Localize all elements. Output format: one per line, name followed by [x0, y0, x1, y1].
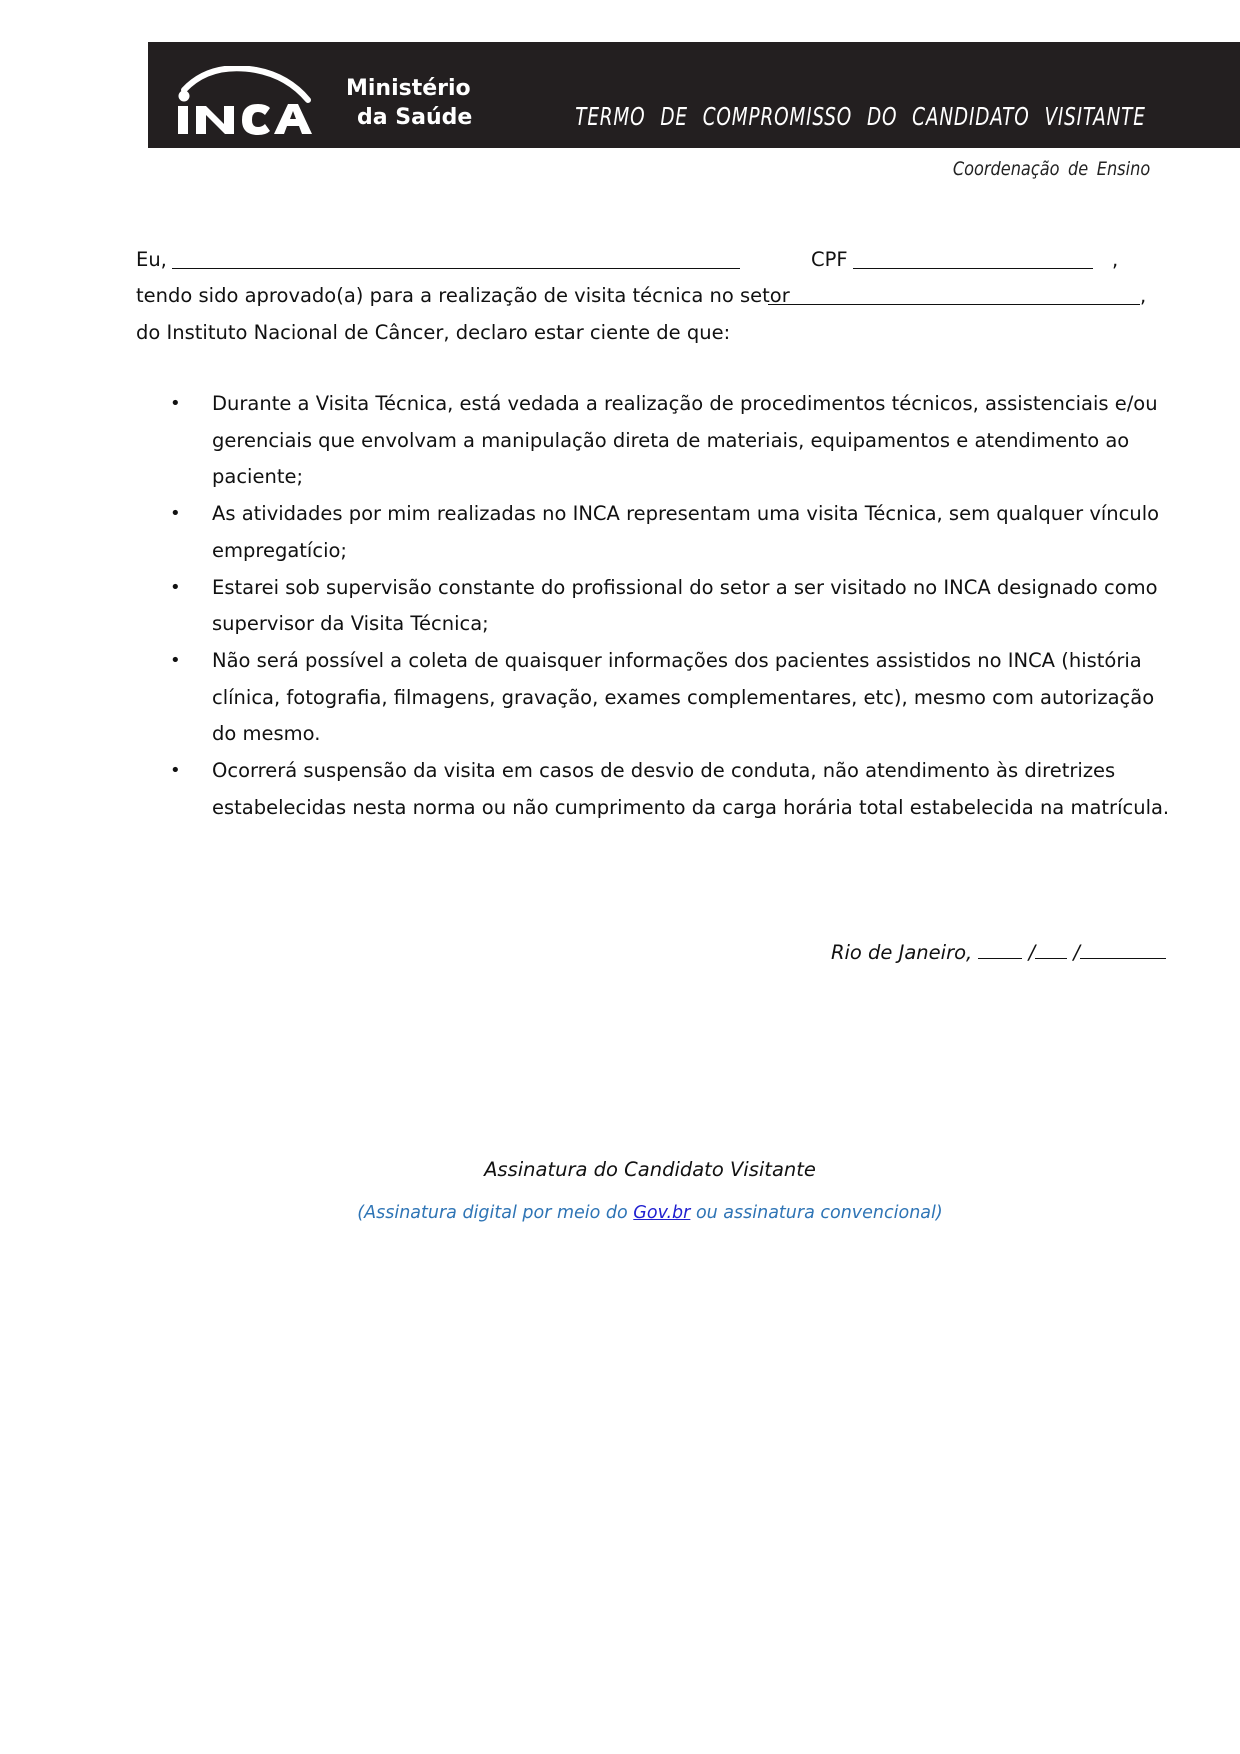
ministerio-line-2: da Saúde [357, 105, 473, 130]
declaration-text: do Instituto Nacional de Câncer, declaro estar ciente de que: [136, 321, 731, 344]
rule-text: As atividades por mim realizadas no INCA representam uma visita Técnica, sem qualquer vínculo empregatício; [212, 502, 1160, 562]
inca-logo [170, 66, 320, 136]
list-item [136, 496, 1176, 569]
city-label: Rio de Janeiro, [830, 941, 973, 964]
eu-label: Eu, [136, 248, 167, 271]
rules-list [136, 386, 1176, 826]
cpf-label: CPF [811, 248, 848, 271]
ministerio-da-saude-label [346, 74, 472, 132]
bullet-icon: • [170, 649, 181, 671]
ministerio-line-1: Ministério [346, 76, 471, 101]
list-item [136, 753, 1176, 826]
approval-text: tendo sido aprovado(a) para a realização de visita técnica no setor [136, 284, 790, 307]
date-separator: / [1028, 941, 1036, 964]
document-header [148, 42, 1240, 148]
document-subtitle: Coordenação de Ensino [952, 158, 1150, 180]
list-item [136, 386, 1176, 496]
year-field[interactable] [1080, 940, 1166, 959]
signature-note-after: ou assinatura convencional) [690, 1203, 943, 1223]
document-title: TERMO DE COMPROMISSO DO CANDIDATO VISITANTE [575, 102, 1146, 131]
cpf-field[interactable] [853, 268, 1093, 269]
bullet-icon: • [170, 760, 181, 782]
govbr-link[interactable]: Gov.br [633, 1203, 691, 1223]
rule-text: Estarei sob supervisão constante do profissional do setor a ser visitado no INCA designado como supervisor da Visita Técnica; [212, 575, 1158, 636]
list-item [136, 570, 1176, 643]
day-field[interactable] [978, 940, 1022, 959]
list-item [136, 643, 1176, 753]
bullet-icon: • [170, 393, 181, 414]
cpf-comma: , [1112, 248, 1119, 271]
signature-note-before: (Assinatura digital por meio do [357, 1203, 634, 1223]
bullet-icon: • [170, 503, 181, 525]
signature-note [0, 1203, 1240, 1223]
signature-label: Assinatura do Candidato Visitante [484, 1158, 816, 1181]
name-field[interactable] [172, 268, 740, 269]
date-separator: / [1073, 941, 1080, 964]
rule-text: Não será possível a coleta de quaisquer informações dos pacientes assistidos no INCA (história clínica, fotografia, filmagens, gravação, exames complementares, etc), mesmo com autorização do mesmo. [212, 648, 1155, 746]
rule-text: Durante a Visita Técnica, está vedada a realização de procedimentos técnicos, assistenciais e/ou gerenciais que envolvam a manipulação direta de materiais, equipamentos e atendimento ao paciente; [212, 392, 1158, 489]
bullet-icon: • [170, 576, 181, 598]
month-field[interactable] [1035, 940, 1067, 959]
sector-comma: , [1140, 284, 1147, 307]
sector-field[interactable] [768, 304, 1140, 305]
rule-text: Ocorrerá suspensão da visita em casos de desvio de conduta, não atendimento às diretrizes estabelecidas nesta norma ou não cumprimento da carga horária total estabelecida na matrícula. [212, 759, 1170, 819]
date-line [831, 940, 1166, 964]
